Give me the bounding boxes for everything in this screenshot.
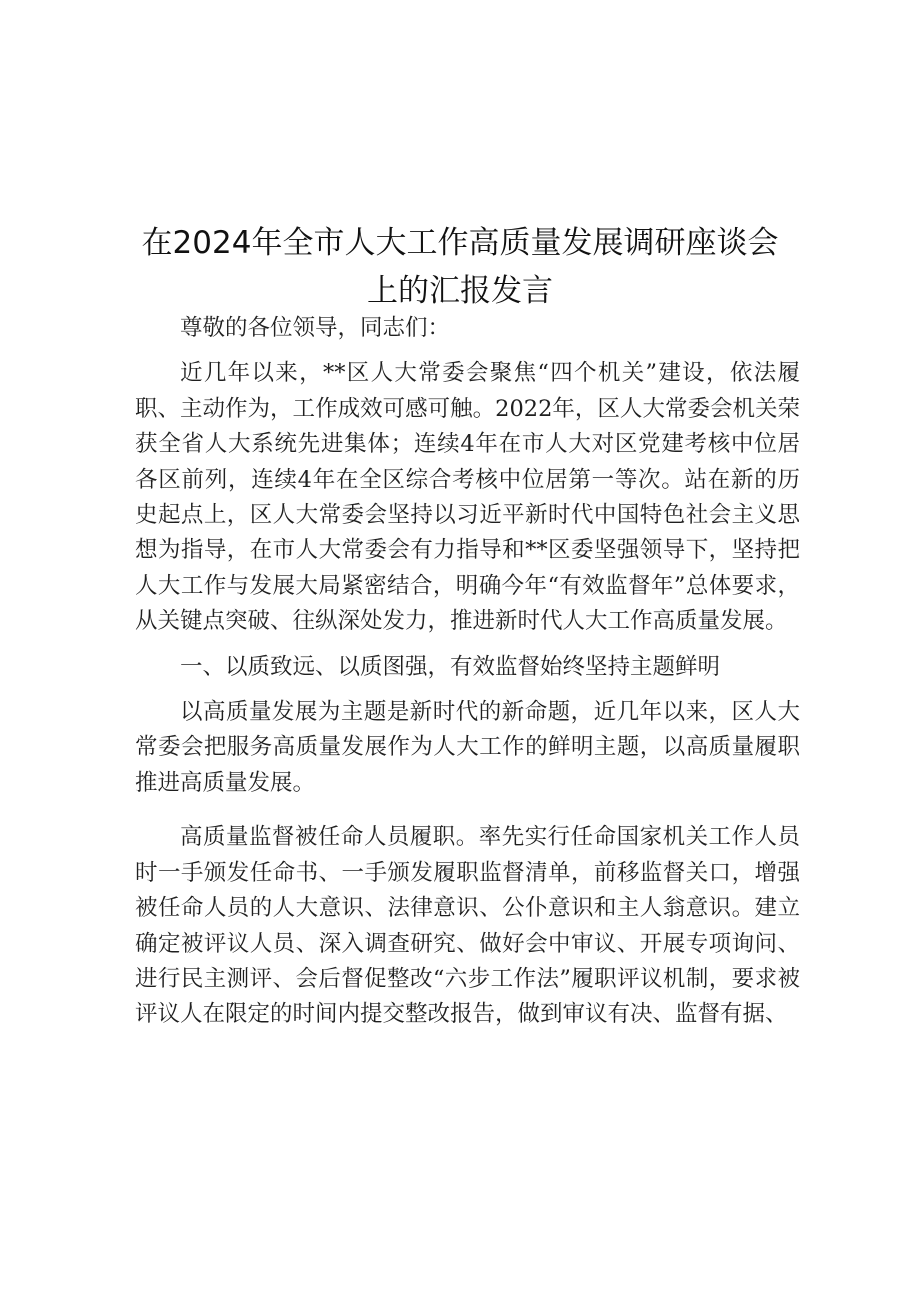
paragraph-theme: 以高质量发展为主题是新时代的新命题，近几年以来，区人大常委会把服务高质量发展作为人大工作的鲜明主题，以高质量履职推进高质量发展。 [135,699,800,796]
paragraph-intro: 近几年以来，**区人大常委会聚焦“四个机关”建设，依法履职、主动作为，工作成效可感可触。2022年，区人大常委会机关荣获全省人大系统先进集体；连续4年在市人大对区党建考核中位居各区前列，连续4年在全区综合考核中位居第一等次。站在新的历史起点上，区人大常委会坚持以习近平新时代中国特色社会主义思想为指导，在市人大常委会有力指导和**区委坚强领导下，坚持把人大工作与发展大局紧密结合，明确今年“有效监督年”总体要求，从关键点突破、往纵深处发力，推进新时代人大工作高质量发展。 [135,360,800,635]
title-line-2: 上的汇报发言 [367,273,553,309]
section-heading-1: 一、以质致远、以质图强，有效监督始终坚持主题鲜明 [180,653,721,680]
document-body [135,311,800,1033]
salutation: 尊敬的各位领导，同志们： [180,315,451,341]
paragraph-supervision: 高质量监督被任命人员履职。率先实行任命国家机关工作人员时一手颁发任命书、一手颁发履职监督清单，前移监督关口，增强被任命人员的人大意识、法律意识、公仆意识和主人翁意识。建立确定被评议人员、深入调查研究、做好会中审议、开展专项询问、进行民主测评、会后督促整改“六步工作法”履职评议机制，要求被评议人在限定的时间内提交整改报告，做到审议有决、监督有据、 [135,824,800,1028]
page-title [100,219,820,315]
title-line-1: 在2024年全市人大工作高质量发展调研座谈会 [141,225,779,261]
